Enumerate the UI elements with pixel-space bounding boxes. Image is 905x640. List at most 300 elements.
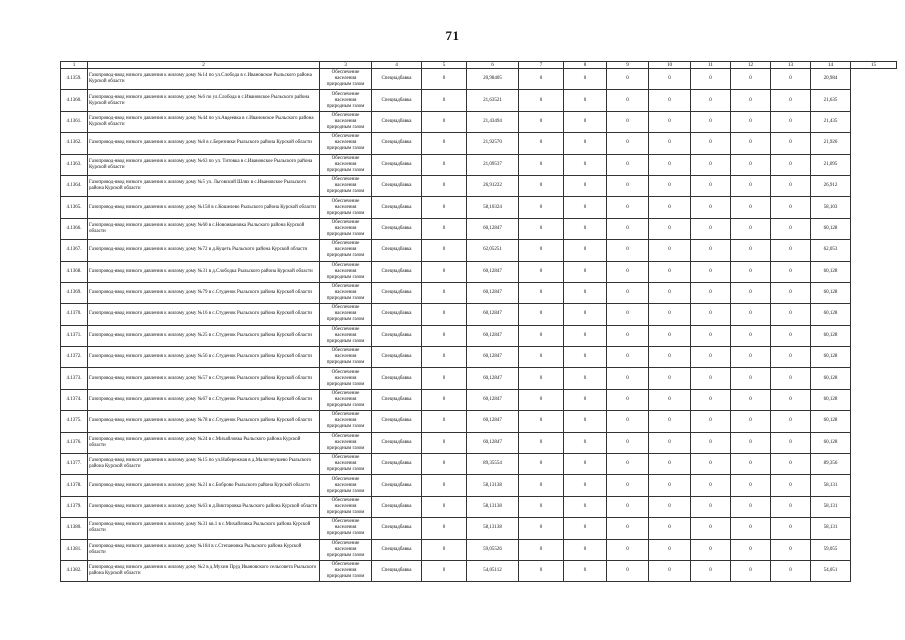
object-name: Газопровод-ввод низкого давления к жилому дому №158 в с.Кошелево Рыльского района Курской области	[88, 197, 320, 218]
object-name: Газопровод-ввод низкого давления к жилому дому №63 по ул. Титовка в с.Ивановское Рыльского района Курской области	[88, 154, 320, 175]
value-cell: 0	[422, 389, 467, 410]
value-cell: 0	[691, 111, 731, 132]
row-number: 4.1380.	[61, 518, 88, 539]
value-cell: 0	[771, 90, 811, 111]
value-cell: 0	[649, 325, 691, 346]
purpose-line: населения	[334, 161, 357, 167]
purpose-line: Обеспечение	[331, 112, 360, 118]
value-cell: 58,131	[811, 518, 851, 539]
value-cell: 60,12847	[467, 389, 519, 410]
value-cell: 0	[422, 539, 467, 560]
value-cell: 0	[649, 218, 691, 239]
purpose-cell	[320, 197, 372, 218]
value-cell: 0	[771, 304, 811, 325]
value-cell: 0	[519, 240, 564, 261]
row-number: 4.1378.	[61, 475, 88, 496]
value-cell: 59,055	[811, 539, 851, 560]
purpose-line: населения	[334, 525, 357, 531]
row-number: 4.1379.	[61, 496, 88, 517]
purpose-line: природным газом	[326, 103, 365, 109]
value-cell: 26,91222	[467, 175, 519, 196]
value-cell: 0	[422, 518, 467, 539]
purpose-cell	[320, 240, 372, 261]
value-cell: 0	[771, 347, 811, 368]
value-cell: 0	[519, 347, 564, 368]
purpose-line: населения	[334, 311, 357, 317]
value-cell: 58,13138	[467, 518, 519, 539]
value-cell: 0	[519, 496, 564, 517]
value-cell: 60,128	[811, 347, 851, 368]
object-name: Газопровод-ввод низкого давления к жилому дому №31 кв.1 в с.Михайловка Рыльского района Курской области	[88, 518, 320, 539]
purpose-line: Обеспечение	[331, 134, 360, 140]
value-cell: 0	[519, 368, 564, 389]
value-cell: 0	[771, 218, 811, 239]
value-cell: 0	[422, 197, 467, 218]
value-cell: 0	[607, 454, 649, 475]
value-cell: 0	[649, 69, 691, 90]
row-number: 4.1373.	[61, 368, 88, 389]
value-cell: 0	[422, 432, 467, 453]
value-cell: 0	[649, 475, 691, 496]
value-cell: 0	[607, 240, 649, 261]
purpose-cell	[320, 347, 372, 368]
purpose-line: природным газом	[326, 189, 365, 195]
value-cell: 0	[771, 368, 811, 389]
purpose-line: природным газом	[326, 146, 365, 152]
value-cell: 0	[519, 69, 564, 90]
column-number: 14	[811, 62, 851, 69]
value-cell: 21,09537	[467, 154, 519, 175]
value-cell: 0	[564, 368, 607, 389]
purpose-line: природным газом	[326, 381, 365, 387]
purpose-cell	[320, 518, 372, 539]
value-cell: 0	[649, 133, 691, 154]
value-cell: 0	[564, 197, 607, 218]
value-cell: 0	[731, 304, 771, 325]
value-cell: 60,12847	[467, 325, 519, 346]
purpose-cell	[320, 325, 372, 346]
table-row	[61, 218, 897, 239]
purpose-line: населения	[334, 76, 357, 82]
purpose-cell	[320, 454, 372, 475]
row-number: 4.1374.	[61, 389, 88, 410]
value-cell: 0	[607, 475, 649, 496]
value-cell: 0	[771, 261, 811, 282]
value-cell: 60,128	[811, 432, 851, 453]
table-row	[61, 154, 897, 175]
purpose-line: населения	[334, 546, 357, 552]
value-cell: 60,12847	[467, 282, 519, 303]
value-cell: 0	[691, 282, 731, 303]
value-cell: 0	[564, 389, 607, 410]
object-name: Газопровод-ввод низкого давления к жилому дому №24 в с.Михайловка Рыльского района Курской области	[88, 432, 320, 453]
purpose-cell	[320, 261, 372, 282]
value-cell: 0	[731, 518, 771, 539]
value-cell: 0	[771, 539, 811, 560]
value-cell: 0	[607, 154, 649, 175]
purpose-line: Обеспечение	[331, 455, 360, 461]
purpose-line: природным газом	[326, 231, 365, 237]
object-name: Газопровод-ввод низкого давления к жилому дому №67 в с.Студенок Рыльского района Курской области	[88, 389, 320, 410]
value-cell: 20,98405	[467, 69, 519, 90]
page-number: 71	[445, 28, 460, 43]
value-cell: 21,435	[811, 111, 851, 132]
value-cell: 0	[771, 111, 811, 132]
value-cell: 0	[771, 496, 811, 517]
row-number: 4.1372.	[61, 347, 88, 368]
funding-source: Спецнадбавка	[372, 90, 422, 111]
column-number: 4	[372, 62, 422, 69]
value-cell: 0	[422, 154, 467, 175]
purpose-line: населения	[334, 568, 357, 574]
purpose-line: Обеспечение	[331, 219, 360, 225]
value-cell: 54,05112	[467, 560, 519, 581]
purpose-line: Обеспечение	[331, 177, 360, 183]
row-number: 4.1382.	[61, 560, 88, 581]
object-name: Газопровод-ввод низкого давления к жилому дому №44 по ул.Авдеевка в с.Ивановское Рыльского района Курской области	[88, 111, 320, 132]
value-cell: 0	[691, 539, 731, 560]
value-cell: 0	[422, 560, 467, 581]
value-cell: 59,05526	[467, 539, 519, 560]
value-cell: 0	[771, 154, 811, 175]
value-cell: 0	[771, 454, 811, 475]
value-cell: 0	[422, 133, 467, 154]
purpose-cell	[320, 389, 372, 410]
value-cell: 0	[519, 475, 564, 496]
value-cell: 0	[731, 282, 771, 303]
value-cell: 0	[607, 175, 649, 196]
purpose-line: населения	[334, 418, 357, 424]
value-cell: 0	[422, 325, 467, 346]
value-cell: 0	[519, 197, 564, 218]
value-cell: 0	[519, 304, 564, 325]
value-cell: 0	[649, 432, 691, 453]
funding-source: Спецнадбавка	[372, 240, 422, 261]
value-cell: 0	[731, 261, 771, 282]
column-number: 10	[649, 62, 691, 69]
row-number: 4.1367.	[61, 240, 88, 261]
table-row	[61, 240, 897, 261]
value-cell: 0	[564, 261, 607, 282]
value-cell: 60,12847	[467, 368, 519, 389]
value-cell: 0	[691, 475, 731, 496]
purpose-line: природным газом	[326, 510, 365, 515]
object-name: Газопровод-ввод низкого давления к жилому дому №63 в д.Викторовка Рыльского района Курской области	[88, 496, 320, 517]
purpose-line: Обеспечение	[331, 498, 360, 503]
column-number: 8	[564, 62, 607, 69]
value-cell: 0	[691, 304, 731, 325]
value-cell: 0	[519, 518, 564, 539]
purpose-line: Обеспечение	[331, 91, 360, 97]
value-cell: 60,12847	[467, 261, 519, 282]
funding-source: Спецнадбавка	[372, 411, 422, 432]
value-cell: 0	[564, 432, 607, 453]
value-cell: 0	[422, 218, 467, 239]
value-cell: 0	[649, 282, 691, 303]
value-cell: 0	[731, 69, 771, 90]
purpose-line: населения	[334, 504, 357, 509]
purpose-cell	[320, 175, 372, 196]
value-cell: 0	[731, 90, 771, 111]
value-cell: 60,12847	[467, 347, 519, 368]
purpose-line: природным газом	[326, 574, 365, 580]
purpose-line: Обеспечение	[331, 198, 360, 204]
value-cell: 0	[519, 389, 564, 410]
table-row	[61, 454, 897, 475]
purpose-cell	[320, 560, 372, 581]
value-cell: 0	[607, 432, 649, 453]
table-row	[61, 539, 897, 560]
purpose-cell	[320, 133, 372, 154]
column-number: 15	[851, 62, 897, 69]
value-cell: 0	[422, 175, 467, 196]
purpose-line: населения	[334, 140, 357, 146]
value-cell: 60,128	[811, 218, 851, 239]
value-cell: 0	[607, 197, 649, 218]
value-cell: 0	[422, 475, 467, 496]
value-cell: 0	[771, 475, 811, 496]
funding-source: Спецнадбавка	[372, 518, 422, 539]
value-cell: 0	[564, 539, 607, 560]
table-row	[61, 261, 897, 282]
table-row	[61, 304, 897, 325]
purpose-line: природным газом	[326, 167, 365, 173]
purpose-line: населения	[334, 354, 357, 360]
value-cell: 0	[649, 454, 691, 475]
value-cell: 0	[771, 518, 811, 539]
value-cell: 0	[422, 496, 467, 517]
value-cell: 0	[519, 111, 564, 132]
value-cell: 0	[564, 90, 607, 111]
value-cell: 0	[519, 154, 564, 175]
funding-source: Спецнадбавка	[372, 197, 422, 218]
value-cell: 0	[422, 240, 467, 261]
object-name: Газопровод-ввод низкого давления к жилому дому №60 в с.Новоивановка Рыльского района Курской области	[88, 218, 320, 239]
value-cell: 0	[519, 539, 564, 560]
purpose-cell	[320, 411, 372, 432]
purpose-line: природным газом	[326, 360, 365, 366]
table-row	[61, 69, 897, 90]
value-cell: 0	[649, 90, 691, 111]
purpose-line: Обеспечение	[331, 241, 360, 247]
value-cell: 0	[607, 518, 649, 539]
row-number: 4.1381.	[61, 539, 88, 560]
value-cell: 0	[607, 368, 649, 389]
purpose-line: природным газом	[326, 467, 365, 473]
row-number: 4.1363.	[61, 154, 88, 175]
value-cell: 0	[731, 539, 771, 560]
table-row	[61, 475, 897, 496]
value-cell: 0	[691, 496, 731, 517]
value-cell: 0	[519, 218, 564, 239]
value-cell: 0	[691, 69, 731, 90]
value-cell: 0	[422, 261, 467, 282]
row-number: 4.1371.	[61, 325, 88, 346]
value-cell: 0	[731, 325, 771, 346]
value-cell: 0	[564, 133, 607, 154]
value-cell: 0	[607, 560, 649, 581]
value-cell: 0	[771, 560, 811, 581]
value-cell: 0	[649, 111, 691, 132]
purpose-line: населения	[334, 439, 357, 445]
purpose-line: Обеспечение	[331, 305, 360, 311]
table-row	[61, 347, 897, 368]
purpose-cell	[320, 368, 372, 389]
value-cell: 0	[564, 560, 607, 581]
value-cell: 0	[649, 496, 691, 517]
purpose-line: природным газом	[326, 210, 365, 216]
purpose-line: природным газом	[326, 82, 365, 88]
value-cell: 60,128	[811, 261, 851, 282]
funding-source: Спецнадбавка	[372, 154, 422, 175]
funding-source: Спецнадбавка	[372, 111, 422, 132]
value-cell: 0	[519, 454, 564, 475]
value-cell: 0	[649, 240, 691, 261]
value-cell: 58,13138	[467, 496, 519, 517]
value-cell: 0	[649, 154, 691, 175]
value-cell: 0	[771, 197, 811, 218]
value-cell: 0	[649, 560, 691, 581]
purpose-line: населения	[334, 397, 357, 403]
purpose-cell	[320, 69, 372, 90]
value-cell: 0	[607, 411, 649, 432]
value-cell: 0	[564, 411, 607, 432]
value-cell: 0	[771, 282, 811, 303]
value-cell: 21,43494	[467, 111, 519, 132]
value-cell: 21,63521	[467, 90, 519, 111]
row-number: 4.1377.	[61, 454, 88, 475]
purpose-cell	[320, 475, 372, 496]
value-cell: 0	[564, 154, 607, 175]
table-row	[61, 197, 897, 218]
value-cell: 0	[564, 454, 607, 475]
value-cell: 0	[731, 154, 771, 175]
object-name: Газопровод-ввод низкого давления к жилому дому №6 по ул.Слобода в с.Ивановское Рыльского района Курской области	[88, 90, 320, 111]
row-number: 4.1375.	[61, 411, 88, 432]
funding-source: Спецнадбавка	[372, 475, 422, 496]
object-name: Газопровод-ввод низкого давления к жилому дому №14 по ул.Слобода в с.Ивановское Рыльского района Курской области	[88, 69, 320, 90]
value-cell: 0	[649, 518, 691, 539]
table-row	[61, 432, 897, 453]
value-cell: 0	[607, 389, 649, 410]
value-cell: 0	[691, 518, 731, 539]
column-number: 11	[691, 62, 731, 69]
column-number: 2	[88, 62, 320, 69]
table-row	[61, 389, 897, 410]
value-cell: 0	[691, 154, 731, 175]
value-cell: 0	[607, 304, 649, 325]
value-cell: 0	[691, 218, 731, 239]
value-cell: 0	[649, 304, 691, 325]
purpose-line: населения	[334, 183, 357, 189]
value-cell: 0	[691, 133, 731, 154]
purpose-line: населения	[334, 204, 357, 210]
value-cell: 0	[731, 347, 771, 368]
purpose-line: Обеспечение	[331, 476, 360, 482]
purpose-line: населения	[334, 268, 357, 274]
purpose-line: Обеспечение	[331, 369, 360, 375]
value-cell: 0	[519, 560, 564, 581]
value-cell: 0	[649, 261, 691, 282]
purpose-line: Обеспечение	[331, 562, 360, 568]
funding-source: Спецнадбавка	[372, 175, 422, 196]
value-cell: 0	[607, 282, 649, 303]
value-cell: 0	[422, 368, 467, 389]
value-cell: 0	[519, 90, 564, 111]
purpose-line: природным газом	[326, 317, 365, 323]
value-cell: 60,128	[811, 368, 851, 389]
value-cell: 0	[691, 90, 731, 111]
value-cell: 0	[731, 368, 771, 389]
value-cell: 21,095	[811, 154, 851, 175]
table-row	[61, 111, 897, 132]
funding-source: Спецнадбавка	[372, 69, 422, 90]
purpose-line: населения	[334, 482, 357, 488]
row-number: 4.1360.	[61, 90, 88, 111]
value-cell: 0	[564, 518, 607, 539]
purpose-line: населения	[334, 247, 357, 253]
row-number: 4.1376.	[61, 432, 88, 453]
object-name: Газопровод-ввод низкого давления к жилому дому №8 в с.Березники Рыльского района Курской области	[88, 133, 320, 154]
value-cell: 0	[564, 496, 607, 517]
value-cell: 0	[771, 69, 811, 90]
purpose-line: Обеспечение	[331, 412, 360, 418]
table-row	[61, 325, 897, 346]
value-cell: 0	[731, 175, 771, 196]
purpose-line: природным газом	[326, 552, 365, 558]
purpose-line: Обеспечение	[331, 326, 360, 332]
table-row	[61, 518, 897, 539]
purpose-line: населения	[334, 118, 357, 124]
value-cell: 0	[731, 218, 771, 239]
value-cell: 0	[519, 261, 564, 282]
funding-source: Спецнадбавка	[372, 389, 422, 410]
value-cell: 0	[691, 175, 731, 196]
row-number: 4.1359.	[61, 69, 88, 90]
purpose-line: природным газом	[326, 124, 365, 130]
value-cell: 60,12847	[467, 304, 519, 325]
value-cell: 0	[422, 111, 467, 132]
value-cell: 0	[649, 389, 691, 410]
value-cell: 60,128	[811, 325, 851, 346]
column-number-row	[61, 62, 897, 69]
value-cell: 0	[731, 133, 771, 154]
value-cell: 0	[691, 240, 731, 261]
value-cell: 0	[731, 197, 771, 218]
value-cell: 0	[519, 411, 564, 432]
funding-source: Спецнадбавка	[372, 560, 422, 581]
value-cell: 0	[564, 282, 607, 303]
value-cell: 0	[422, 69, 467, 90]
value-cell: 0	[771, 411, 811, 432]
value-cell: 0	[771, 389, 811, 410]
value-cell: 0	[607, 90, 649, 111]
value-cell: 0	[422, 304, 467, 325]
value-cell: 89,35554	[467, 454, 519, 475]
purpose-line: природным газом	[326, 488, 365, 494]
table-row	[61, 175, 897, 196]
object-name: Газопровод-ввод низкого давления к жилому дому №72 в д.Куцеть Рыльского района Курской области	[88, 240, 320, 261]
value-cell: 0	[564, 111, 607, 132]
value-cell: 60,12847	[467, 218, 519, 239]
object-name: Газопровод-ввод низкого давления к жилому дому №2 в д.Мухин Пруд Ивановского сельсовета Рыльского района Курской области	[88, 560, 320, 581]
purpose-cell	[320, 304, 372, 325]
purpose-line: природным газом	[326, 445, 365, 451]
object-name: Газопровод-ввод низкого давления к жилому дому №16 в с.Студенок Рыльского района Курской области	[88, 304, 320, 325]
row-number: 4.1368.	[61, 261, 88, 282]
value-cell: 0	[564, 347, 607, 368]
purpose-line: Обеспечение	[331, 519, 360, 525]
